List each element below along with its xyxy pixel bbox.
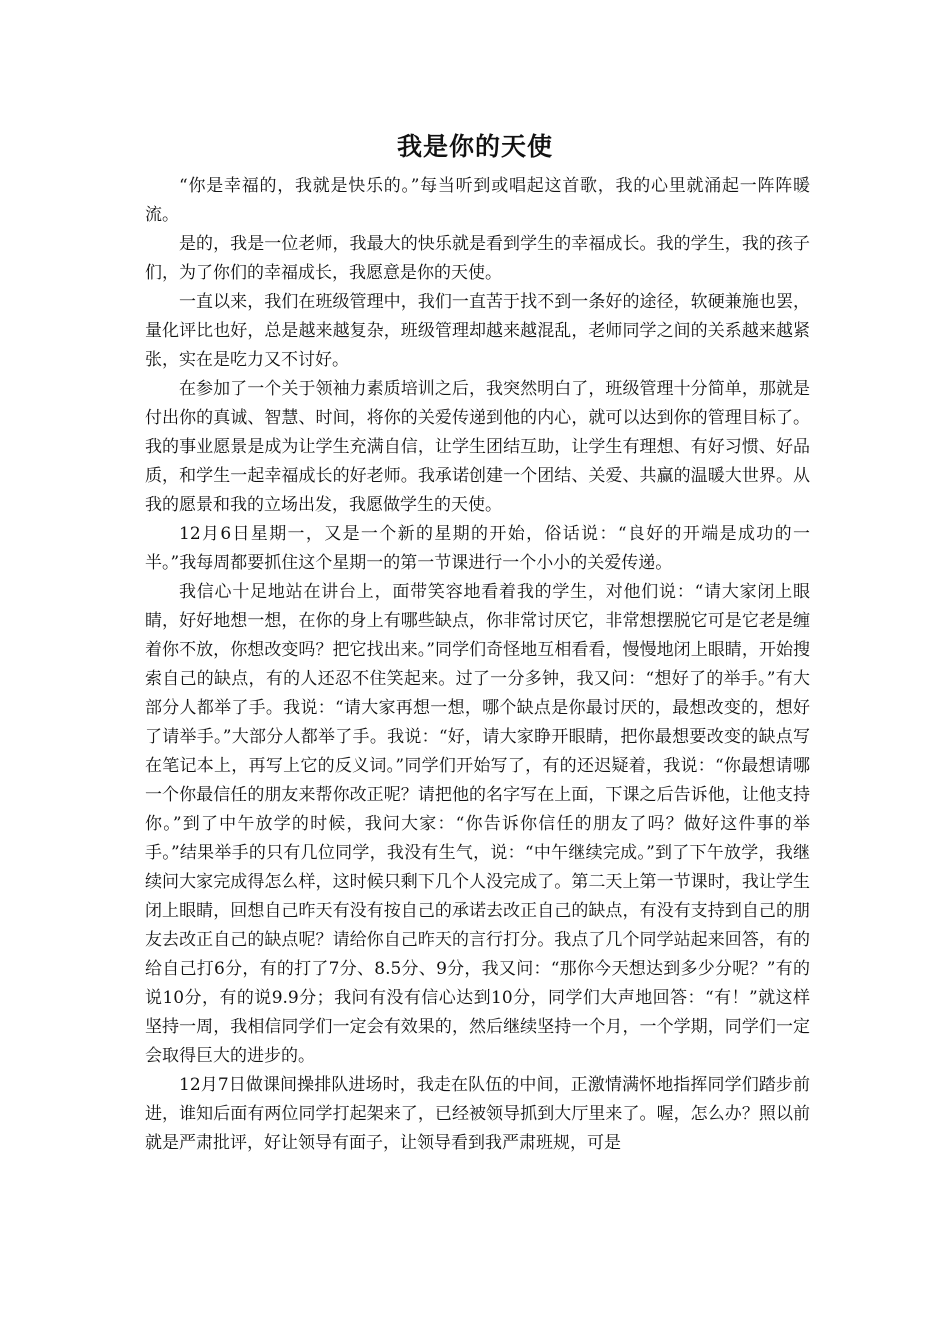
paragraph: 12月6日星期一，又是一个新的星期的开始，俗话说：“良好的开端是成功的一半。”我每周都要抓住这个星期一的第一节课进行一个小小的关爱传递。 [145,524,810,573]
paragraph: 12月7日做课间操排队进场时，我走在队伍的中间，正激情满怀地指挥同学们踏步前进，谁知后面有两位同学打起架来了，已经被领导抓到大厅里来了。喔，怎么办？照以前就是严肃批评，好让领导有面子，让领导看到我严肃班规，可是 [145,1075,810,1153]
document-title: 我是你的天使 [396,132,553,161]
paragraph: 一直以来，我们在班级管理中，我们一直苦于找不到一条好的途径，软硬兼施也罢，量化评比也好，总是越来越复杂，班级管理却越来越混乱，老师同学之间的关系越来越紧张，实在是吃力又不讨好。 [145,292,810,370]
paragraph: 在参加了一个关于领袖力素质培训之后，我突然明白了，班级管理十分简单，那就是付出你的真诚、智慧、时间，将你的关爱传递到他的内心，就可以达到你的管理目标了。我的事业愿景是成为让学生充满自信，让学生团结互助，让学生有理想、有好习惯、好品质，和学生一起幸福成长的好老师。我承诺创建一个团结、关爱、共赢的温暖大世界。从我的愿景和我的立场出发，我愿做学生的天使。 [145,379,810,515]
document-body [145,172,810,1158]
paragraph: “你是幸福的，我就是快乐的。”每当听到或唱起这首歌，我的心里就涌起一阵阵暖流。 [145,176,810,225]
paragraph: 是的，我是一位老师，我最大的快乐就是看到学生的幸福成长。我的学生，我的孩子们，为了你们的幸福成长，我愿意是你的天使。 [145,234,810,283]
paragraph: 我信心十足地站在讲台上，面带笑容地看着我的学生，对他们说：“请大家闭上眼睛，好好地想一想，在你的身上有哪些缺点，你非常讨厌它，非常想摆脱它可是它老是缠着你不放，你想改变吗？把它找出来。”同学们奇怪地互相看看，慢慢地闭上眼睛，开始搜索自己的缺点，有的人还忍不住笑起来。过了一分多钟，我又问：“想好了的举手。”有大部分人都举了手。我说：“请大家再想一想，哪个缺点是你最讨厌的，最想改变的，想好了请举手。”大部分人都举了手。我说：“好，请大家睁开眼睛，把你最想要改变的缺点写在笔记本上，再写上它的反义词。”同学们开始写了，有的还迟疑着，我说：“你最想请哪一个你最信任的朋友来帮你改正呢？请把他的名字写在上面，下课之后告诉他，让他支持你。”到了中午放学的时候，我问大家：“你告诉你信任的朋友了吗？做好这件事的举手。”结果举手的只有几位同学，我没有生气，说：“中午继续完成。”到了下午放学，我继续问大家完成得怎么样，这时候只剩下几个人没完成了。第二天上第一节课时，我让学生闭上眼睛，回想自己昨天有没有按自己的承诺去改正自己的缺点，有没有支持到自己的朋友去改正自己的缺点呢？请给你自己昨天的言行打分。我点了几个同学站起来回答，有的给自己打6分，有的打了7分、8.5分、9分，我又问：“那你今天想达到多少分呢？”有的说10分，有的说9.9分；我问有没有信心达到10分，同学们大声地回答：“有！”就这样坚持一周，我相信同学们一定会有效果的，然后继续坚持一个月，一个学期，同学们一定会取得巨大的进步的。 [145,582,810,1066]
